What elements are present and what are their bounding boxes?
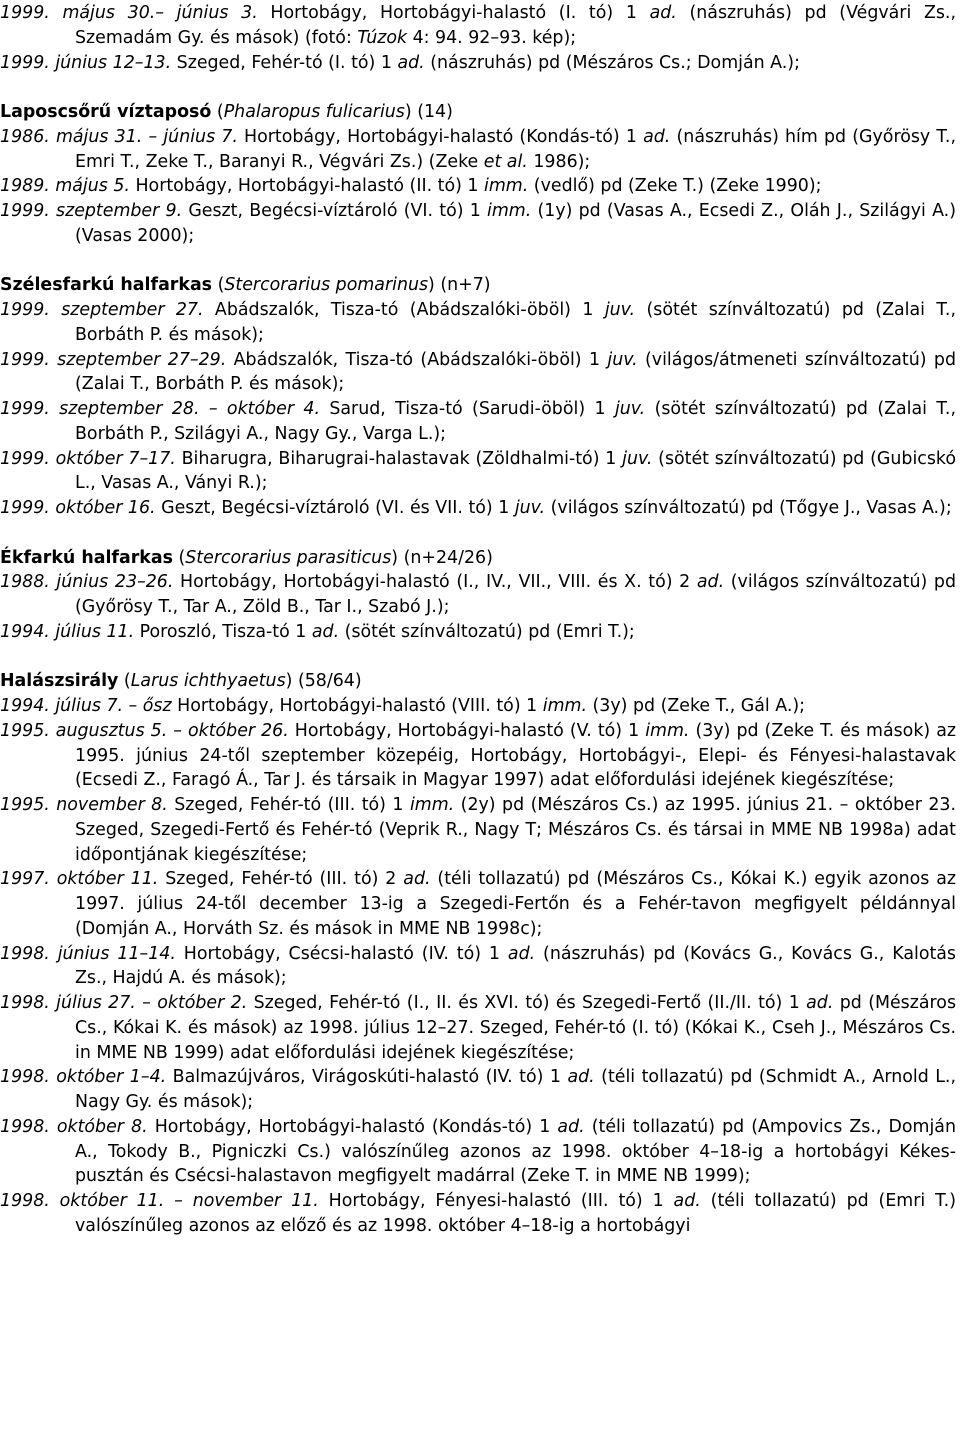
italic-text: 1999. szeptember 9. xyxy=(0,201,183,221)
text-run: 1986); xyxy=(527,151,591,172)
record-entry xyxy=(0,174,956,199)
text-run: Szeged, Fehér-tó (III. tó) 1 xyxy=(167,795,410,815)
italic-text: ad. xyxy=(507,943,536,964)
text-run: ) (14) xyxy=(404,102,453,122)
italic-text: 1997. október 11. xyxy=(0,869,159,890)
text-run: Biharugra, Biharugrai-halastavak (Zöldhalmi-tó) 1 xyxy=(175,448,623,469)
species-name: Halászsirály xyxy=(0,671,119,692)
text-run: (sötét színváltozatú) pd (Emri T.); xyxy=(339,621,635,642)
species-heading xyxy=(0,273,956,298)
italic-text: 1999. október 16. xyxy=(0,498,156,518)
text-run: Hortobágy, Csécsi-halastó (IV. tó) 1 xyxy=(175,943,508,964)
text-run: 4: 94. 92–93. kép); xyxy=(407,27,577,48)
italic-text: juv. xyxy=(622,448,653,469)
record-entry xyxy=(0,719,956,793)
italic-text: imm. xyxy=(484,176,529,197)
italic-text: Stercorarius parasiticus xyxy=(185,547,392,568)
record-entry xyxy=(0,793,956,867)
text-run: pd (Mészáros Cs., Kókai K. és mások) az 1998. július 12–27. Szeged, Fehér-tó (I. tó) (Kókai K., Cseh J., Mészáros Cs. in MME NB 1999) adat előfordulási idejének kiegészítése; xyxy=(75,993,957,1063)
italic-text: 1998. június 11–14. xyxy=(0,943,176,964)
italic-text: 1999. június 12–13. xyxy=(0,52,172,73)
text-run: Hortobágy, Hortobágyi-halastó (I., IV., VII., VIII. és X. tó) 2 xyxy=(173,572,697,593)
text-run: ) (n+7) xyxy=(428,275,491,296)
italic-text: juv. xyxy=(514,498,546,518)
text-run: (3y) pd (Zeke T., Gál A.); xyxy=(586,696,806,716)
text-run: (világos színváltozatú) pd (Tőgye J., Vasas A.); xyxy=(545,498,952,518)
italic-text: 1999. május 30.– június 3. xyxy=(0,3,258,23)
italic-text: 1995. augusztus 5. – október 26. xyxy=(0,720,289,741)
italic-text: imm. xyxy=(487,201,532,221)
text-run: ( xyxy=(118,671,131,692)
text-run: Szeged, Fehér-tó (III. tó) 2 xyxy=(158,869,404,890)
record-entry xyxy=(0,1115,956,1189)
italic-text: 1999. szeptember 28. – október 4. xyxy=(0,399,320,419)
italic-text: Phalaropus fulicarius xyxy=(223,102,405,122)
record-entry xyxy=(0,991,956,1065)
text-run: ( xyxy=(172,547,186,568)
italic-text: ad. xyxy=(806,993,834,1013)
italic-text: juv. xyxy=(607,349,638,370)
italic-text: 1998. október 8. xyxy=(0,1116,148,1137)
italic-text: ad. xyxy=(673,1191,701,1211)
italic-text: Larus ichthyaetus xyxy=(130,671,286,692)
text-run: (sötét színváltozatú) pd (Zalai T., Borbáth P., Szilágyi A., Nagy Gy., Varga L.); xyxy=(75,399,956,444)
text-run: Hortobágy, Hortobágyi-halastó (Kondás-tó) 1 xyxy=(147,1116,558,1137)
text-run: Hortobágy, Hortobágyi-halastó (Kondás-tó) 1 xyxy=(237,126,644,147)
species-name: Laposcsőrű víztaposó xyxy=(0,102,212,122)
text-run: Hortobágy, Hortobágyi-halastó (VIII. tó) 1 xyxy=(171,696,543,716)
record-entry xyxy=(0,1,956,51)
species-name: Ékfarkú halfarkas xyxy=(0,547,173,568)
italic-text: 1994. július 7. – ősz xyxy=(0,696,172,716)
record-entry xyxy=(0,694,956,719)
text-run: ) (58/64) xyxy=(285,671,362,692)
record-entry xyxy=(0,570,956,620)
italic-text: ad. xyxy=(397,52,425,73)
italic-text: 1988. június 23–26. xyxy=(0,572,174,593)
text-run: (téli tollazatú) pd (Schmidt A., Arnold L., Nagy Gy. és mások); xyxy=(75,1067,956,1112)
text-run: (nászruhás) pd (Végvári Zs., Szemadám Gy. és mások) (fotó: xyxy=(75,3,956,48)
text-run: Geszt, Begécsi-víztároló (VI. tó) 1 xyxy=(182,201,488,221)
text-run: (világos színváltozatú) pd (Győrösy T., Tar A., Zöld B., Tar I., Szabó J.); xyxy=(75,572,956,617)
text-run: (vedlő) pd (Zeke T.) (Zeke 1990); xyxy=(528,176,822,197)
text-run: (téli tollazatú) pd (Emri T.) valószínűleg azonos az előző és az 1998. október 4–18-ig a hortobágyi xyxy=(75,1191,956,1236)
italic-text: 1986. május 31. – június 7. xyxy=(0,126,238,147)
record-entry xyxy=(0,397,956,447)
record-entry xyxy=(0,447,956,497)
record-entry xyxy=(0,496,956,521)
text-run: (nászruhás) pd (Kovács G., Kovács G., Kalotás Zs., Hajdú A. és mások); xyxy=(75,943,956,989)
text-run: ) (n+24/26) xyxy=(391,547,493,568)
text-run: (nászruhás) pd (Mészáros Cs.; Domján A.); xyxy=(424,52,800,73)
text-run: Hortobágy, Hortobágyi-halastó (I. tó) 1 xyxy=(257,3,650,23)
text-run: ( xyxy=(212,275,225,296)
italic-text: 1999. szeptember 27. xyxy=(0,300,204,320)
italic-text: Stercorarius pomarinus xyxy=(224,275,429,296)
italic-text: 1998. október 11. – november 11. xyxy=(0,1191,319,1211)
italic-text: ad. xyxy=(649,3,677,23)
text-run: (nászruhás) hím pd (Győrösy T., Emri T., Zeke T., Baranyi R., Végvári Zs.) (Zeke xyxy=(75,126,956,172)
text-run: ( xyxy=(211,102,224,122)
text-run: Geszt, Begécsi-víztároló (VI. és VII. tó) 1 xyxy=(155,498,515,518)
text-run: Szeged, Fehér-tó (I., II. és XVI. tó) és Szegedi-Fertő (II./II. tó) 1 xyxy=(247,993,807,1013)
record-entry xyxy=(0,942,956,992)
italic-text: juv. xyxy=(604,300,636,320)
text-run: Hortobágy, Fényesi-halastó (III. tó) 1 xyxy=(318,1191,674,1211)
italic-text: ad. xyxy=(696,572,725,593)
italic-text: 1998. július 27. – október 2. xyxy=(0,993,248,1013)
text-run: (téli tollazatú) pd (Ampovics Zs., Domján A., Tokody B., Pigniczki Cs.) valószínűleg azonos az 1998. október 4–18-ig a hortobágyi Kékes-pusztán és Csécsi-halastavon megfigyelt madárral (Zeke T. in MME NB 1999); xyxy=(75,1116,956,1187)
italic-text: juv. xyxy=(614,399,646,419)
text-run: (3y) pd (Zeke T. és mások) az 1995. június 24-től szeptember közepéig, Hortobágy, Hortobágyi-, Elepi- és Fényesi-halastavak (Ecsedi Z., Faragó Á., Tar J. és társaik in Magyar 1997) adat előfordulási idejének kiegészítése; xyxy=(75,720,956,791)
italic-text: imm. xyxy=(645,720,690,741)
record-entry xyxy=(0,1065,956,1115)
text-run: Abádszalók, Tisza-tó (Abádszalóki-öböl) 1 xyxy=(226,349,608,370)
text-run: (sötét színváltozatú) pd (Gubicskó L., Vasas A., Ványi R.); xyxy=(75,448,956,494)
italic-text: ad. xyxy=(567,1067,595,1088)
italic-text: et al. xyxy=(483,151,528,172)
text-run: (téli tollazatú) pd (Mészáros Cs., Kókai K.) egyik azonos az 1997. július 24-től december 13-ig a Szegedi-Fertőn és a Fehér-tavon megfigyelt példánnyal (Domján A., Horváth Sz. és mások in MME NB 1998c); xyxy=(75,869,957,939)
record-entry xyxy=(0,125,956,175)
record-entry xyxy=(0,620,956,645)
record-entry xyxy=(0,51,956,76)
record-entry xyxy=(0,298,956,348)
text-run: Szeged, Fehér-tó (I. tó) 1 xyxy=(171,52,398,73)
text-run: (1y) pd (Vasas A., Ecsedi Z., Oláh J., Szilágyi A.) (Vasas 2000); xyxy=(75,201,956,246)
italic-text: imm. xyxy=(409,795,455,815)
section-spacer xyxy=(0,75,956,100)
text-run: Balmazújváros, Virágoskúti-halastó (IV. tó) 1 xyxy=(166,1067,568,1088)
italic-text: Túzok xyxy=(357,27,408,48)
italic-text: 1999. szeptember 27–29. xyxy=(0,349,227,370)
record-entry xyxy=(0,348,956,398)
text-run: Abádszalók, Tisza-tó (Abádszalóki-öböl) 1 xyxy=(203,300,605,320)
italic-text: 1999. október 7–17. xyxy=(0,448,176,469)
species-name: Szélesfarkú halfarkas xyxy=(0,275,213,296)
italic-text: ad. xyxy=(311,621,340,642)
text-run: Poroszló, Tisza-tó 1 xyxy=(134,621,312,642)
record-entry xyxy=(0,867,956,941)
text-run: (világos/átmeneti színváltozatú) pd (Zalai T., Borbáth P. és mások); xyxy=(75,349,957,395)
italic-text: ad. xyxy=(403,869,431,890)
italic-text: imm. xyxy=(542,696,587,716)
section-spacer xyxy=(0,645,956,670)
text-run: Hortobágy, Hortobágyi-halastó (II. tó) 1 xyxy=(129,176,485,197)
italic-text: 1995. november 8. xyxy=(0,795,168,815)
text-run: (sötét színváltozatú) pd (Zalai T., Borbáth P. és mások); xyxy=(75,300,956,345)
record-entry xyxy=(0,199,956,249)
species-heading xyxy=(0,546,956,571)
species-heading xyxy=(0,100,956,125)
italic-text: ad. xyxy=(643,126,671,147)
text-run: (2y) pd (Mészáros Cs.) az 1995. június 21. – október 23. Szeged, Szegedi-Fertő és Fehér-tó (Veprik R., Nagy T; Mészáros Cs. és társai in MME NB 1998a) adat időpontjának kiegészítése; xyxy=(75,795,956,865)
italic-text: 1989. május 5. xyxy=(0,176,130,197)
text-run: Sarud, Tisza-tó (Sarudi-öböl) 1 xyxy=(319,399,615,419)
record-entry xyxy=(0,1189,956,1239)
text-run: Hortobágy, Hortobágyi-halastó (V. tó) 1 xyxy=(288,720,646,741)
italic-text: 1994. július 11. xyxy=(0,621,135,642)
italic-text: 1998. október 1–4. xyxy=(0,1067,167,1088)
species-heading xyxy=(0,669,956,694)
section-spacer xyxy=(0,521,956,546)
section-spacer xyxy=(0,249,956,274)
italic-text: ad. xyxy=(557,1116,585,1137)
